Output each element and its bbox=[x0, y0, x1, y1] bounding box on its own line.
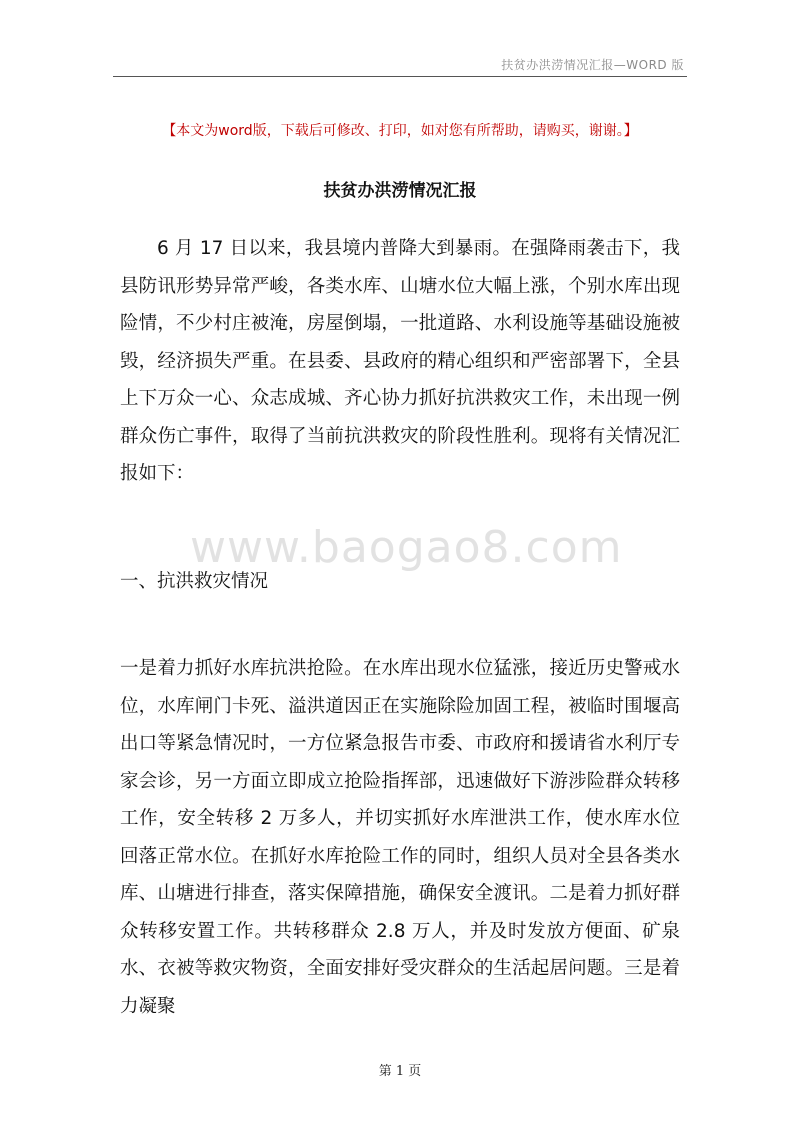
page-number: 第 1 页 bbox=[378, 1064, 422, 1079]
section-heading: 一、抗洪救灾情况 bbox=[120, 571, 269, 592]
document-title: 扶贫办洪涝情况汇报 bbox=[323, 181, 477, 201]
watermark: www.baogao8.com bbox=[190, 522, 623, 573]
intro-paragraph: 6 月 17 日以来，我县境内普降大到暴雨。在强降雨袭击下，我县防讯形势异常严峻，各类水库、山塘水位大幅上涨，个别水库出现险情，不少村庄被淹，房屋倒塌，一批道路、水利设施等基础设施被毁，经济损失严重。在县委、县政府的精心组织和严密部署下，全县上下万众一心、众志成城、齐心协力抓好抗洪救灾工作，未出现一例群众伤亡事件，取得了当前抗洪救灾的阶段性胜利。现将有关情况汇报如下： bbox=[120, 238, 680, 484]
download-notice: 【本文为word版，下载后可修改、打印，如对您有所帮助，请购买，谢谢。】 bbox=[162, 123, 638, 139]
header-divider bbox=[113, 76, 687, 77]
body-paragraph: 一是着力抓好水库抗洪抢险。在水库出现水位猛涨，接近历史警戒水位，水库闸门卡死、溢洪道因正在实施除险加固工程，被临时围堰高出口等紧急情况时，一方位紧急报告市委、市政府和援请省水利厅专家会诊，另一方面立即成立抢险指挥部，迅速做好下游涉险群众转移工作，安全转移 2 万多人，并切实抓好水库泄洪工作，使水库水位回落正常水位。在抓好水库抢险工作的同时，组织人员对全县各类水库、山塘进行排查，落实保障措施，确保安全渡讯。二是着力抓好群众转移安置工作。共转移群众 2.8 万人，并及时发放方便面、矿泉水、衣被等救灾物资，全面安排好受灾群众的生活起居问题。三是着力凝聚 bbox=[120, 658, 680, 1017]
running-header: 扶贫办洪涝情况汇报—WORD 版 bbox=[501, 58, 684, 72]
